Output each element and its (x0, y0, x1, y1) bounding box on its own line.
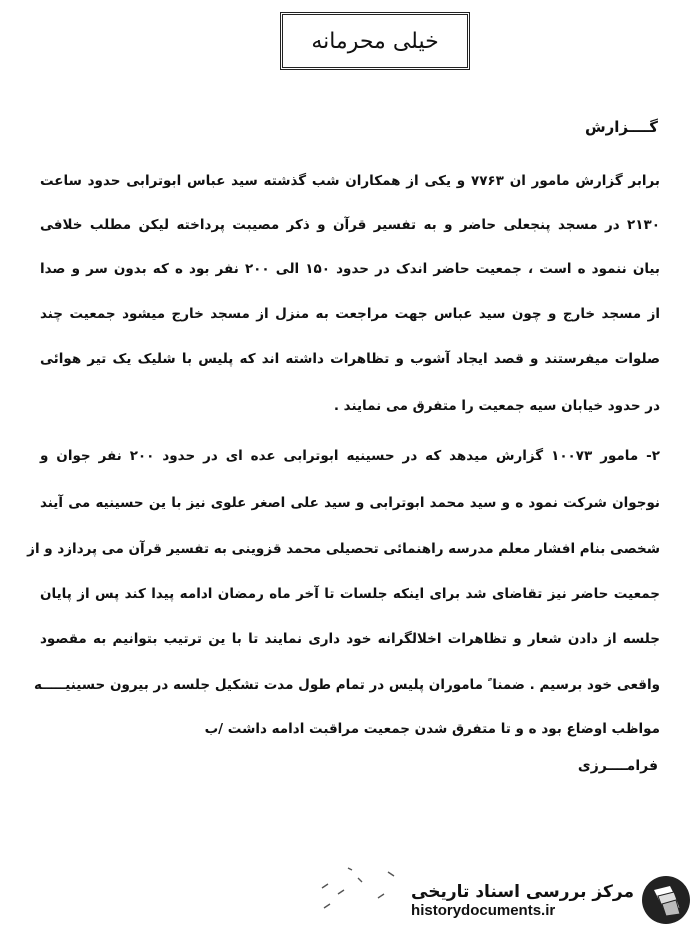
body-line: مواظب اوضاع بود ه و تا متفرق شدن جمعیت مراقبت ادامه داشت /ب (204, 721, 660, 737)
body-line: جمعیت حاضر نیز تقاضای شد برای اینکه جلسات تا آخر ماه رمضان ادامه پیدا کند پس از پایان (40, 586, 660, 602)
watermark-title: مرکز بررسی اسناد تاریخی (411, 881, 634, 902)
body-line: ۲- مامور ۱۰۰۷۳ گزارش میدهد که در حسینیه ابوترابی عده ای در حدود ۲۰۰ نفر جوان و (40, 448, 660, 464)
body-line: برابر گزارش مامور ان ۷۷۶۳ و یکی از همکاران شب گذشته سید عباس ابوترابی حدود ساعت (40, 173, 660, 189)
signature-mark (318, 858, 408, 918)
body-line: بیان ننمود ه است ، جمعیت حاضر اندک در حدود ۱۵۰ الی ۲۰۰ نفر بود ه که بدون سر و صدا (40, 261, 660, 277)
archive-watermark (406, 869, 692, 931)
document-heading: گــــزارش (584, 118, 658, 136)
watermark-url: historydocuments.ir (411, 901, 556, 919)
body-line: صلوات میفرستند و قصد ایجاد آشوب و تظاهرات داشته اند که پلیس با شلیک یک تیر هوائی (40, 351, 660, 367)
body-line: از مسجد خارج و چون سید عباس جهت مراجعت به منزل از مسجد خارج میشود جمعیت چند (40, 306, 660, 322)
body-line: شخصی بنام افشار معلم مدرسه راهنمائی تحصیلی محمد قزوینی به تفسیر قرآن می پردازد و از (27, 541, 660, 557)
watermark-text (411, 882, 634, 919)
body-line: واقعی خود برسیم . ضمنا ً ماموران پلیس در تمام طول مدت تشکیل جلسه در بیرون حسینیـــــه (34, 677, 660, 693)
body-line: نوجوان شرکت نمود ه و سید محمد ابوترابی و سید علی اصغر علوی نیز با ین حسینیه می آیند (40, 495, 660, 511)
archive-logo-icon (640, 874, 692, 926)
closing-signature-name: فرامــــرزی (577, 758, 658, 774)
body-line: ۲۱۳۰ در مسجد پنجعلی حاضر و به تفسیر قرآن و ذکر مصیبت پرداخته لیکن مطلب خلافی (40, 217, 660, 233)
classification-stamp-text: خیلی محرمانه (311, 28, 439, 54)
classification-stamp (280, 12, 470, 70)
body-line: جلسه از دادن شعار و تظاهرات اخلالگرانه خود داری نمایند تا با ین ترتیب بتوانیم به مقصود (40, 631, 660, 647)
body-line: در حدود خیابان سیه جمعیت را متفرق می نمایند . (333, 398, 660, 414)
